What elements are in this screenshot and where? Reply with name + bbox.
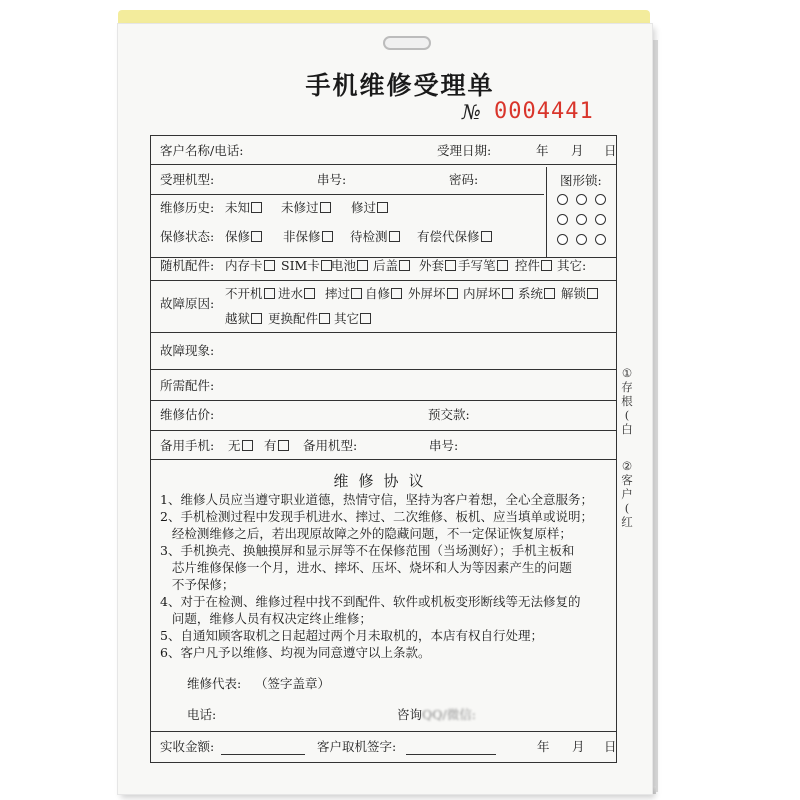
date-label: 受理日期: bbox=[437, 143, 492, 158]
pattern-dot[interactable] bbox=[557, 234, 568, 245]
consult-label: 咨询QQ/微信: bbox=[397, 707, 476, 722]
history-unknown[interactable]: 未知 bbox=[225, 202, 263, 215]
pattern-lock-label: 图形锁: bbox=[560, 173, 602, 188]
divider bbox=[151, 369, 616, 370]
agreement-clause: 1、维修人员应当遵守职业道德，热情守信，坚持为客户着想，全心全意服务； bbox=[160, 492, 593, 507]
agreement-title: 维修协议 bbox=[333, 472, 434, 490]
warranty-covered[interactable]: 保修 bbox=[225, 231, 263, 244]
deposit-label: 预交款: bbox=[428, 407, 470, 422]
pattern-dot[interactable] bbox=[576, 214, 587, 225]
agreement-clause: 不予保修； bbox=[160, 577, 235, 592]
customer-label: 客户名称/电话: bbox=[160, 143, 244, 158]
amount-label: 实收金额: bbox=[160, 739, 215, 754]
divider bbox=[151, 332, 616, 333]
divider bbox=[151, 430, 616, 431]
fault-item[interactable]: 自修 bbox=[365, 288, 403, 301]
fault-item[interactable]: 外屏坏 bbox=[408, 288, 459, 301]
amount-field[interactable] bbox=[221, 754, 305, 755]
fault-item[interactable]: 更换配件 bbox=[268, 313, 331, 326]
pattern-dot[interactable] bbox=[557, 214, 568, 225]
date-year: 年 bbox=[536, 143, 549, 158]
serial-prefix: № bbox=[462, 100, 481, 124]
fault-item[interactable]: 进水 bbox=[278, 288, 316, 301]
divider bbox=[151, 194, 544, 195]
accessories-label: 随机配件: bbox=[160, 258, 215, 273]
agreement-clause: 问题，维修人员有权决定终止维修； bbox=[160, 611, 372, 626]
divider bbox=[151, 731, 616, 732]
copy-note-stub: ① 存 根 ( 白 bbox=[621, 366, 633, 436]
phenomenon-label: 故障现象: bbox=[160, 343, 215, 358]
accessory-item[interactable]: 内存卡 bbox=[225, 260, 276, 273]
backup-phone-label: 备用手机: bbox=[160, 438, 215, 453]
repair-form bbox=[150, 135, 617, 763]
fault-item[interactable]: 系统 bbox=[518, 288, 556, 301]
agreement-clause: 芯片维修保修一个月，进水、摔坏、压坏、烧坏和人为等因素产生的问题 bbox=[160, 560, 572, 575]
divider bbox=[151, 280, 616, 281]
agreement-clause: 3、手机换壳、换触摸屏和显示屏等不在保修范围（当场测好）；手机主板和 bbox=[160, 543, 575, 558]
warranty-not-covered[interactable]: 非保修 bbox=[283, 231, 334, 244]
history-label: 维修历史: bbox=[160, 200, 215, 215]
date-day: 日 bbox=[604, 143, 617, 158]
serial-label: 串号: bbox=[317, 172, 347, 187]
fault-item[interactable]: 解锁 bbox=[561, 288, 599, 301]
accessory-item[interactable]: 手写笔 bbox=[458, 260, 509, 273]
signature-field[interactable] bbox=[406, 754, 496, 755]
accessory-item[interactable]: 控件 bbox=[515, 260, 553, 273]
fault-item[interactable]: 越狱 bbox=[225, 313, 263, 326]
history-repaired[interactable]: 修过 bbox=[351, 202, 389, 215]
rep-label: 维修代表: bbox=[187, 676, 242, 691]
serial-number: 0004441 bbox=[494, 99, 594, 124]
copy-note-customer: ② 客 户 ( 红 bbox=[621, 459, 633, 529]
footer-day: 日 bbox=[604, 739, 617, 754]
accessory-item[interactable]: 电池 bbox=[331, 260, 369, 273]
pattern-dot[interactable] bbox=[576, 234, 587, 245]
form-title: 手机维修受理单 bbox=[305, 71, 495, 100]
history-never[interactable]: 未修过 bbox=[281, 202, 332, 215]
warranty-pending[interactable]: 待检测 bbox=[350, 231, 401, 244]
pattern-dot[interactable] bbox=[576, 194, 587, 205]
password-label: 密码: bbox=[449, 172, 479, 187]
phone-label: 电话: bbox=[187, 707, 217, 722]
consult-blurred: QQ/微信: bbox=[422, 707, 476, 722]
model-label: 受理机型: bbox=[160, 172, 215, 187]
agreement-clause: 6、客户凡予以维修、均视为同意遵守以上条款。 bbox=[160, 645, 431, 660]
backup-none[interactable]: 无 bbox=[228, 440, 254, 453]
rep-hint: （签字盖章） bbox=[255, 676, 331, 691]
pattern-dot[interactable] bbox=[595, 214, 606, 225]
divider bbox=[151, 400, 616, 401]
fault-item[interactable]: 摔过 bbox=[325, 288, 363, 301]
backup-model-label: 备用机型: bbox=[303, 438, 358, 453]
accessory-item[interactable]: 外套 bbox=[419, 260, 457, 273]
date-month: 月 bbox=[571, 143, 584, 158]
binding-staple bbox=[383, 36, 431, 50]
pattern-dot[interactable] bbox=[557, 194, 568, 205]
accessory-item[interactable]: 后盖 bbox=[373, 260, 411, 273]
backup-serial-label: 串号: bbox=[429, 438, 459, 453]
pattern-lock-area bbox=[546, 167, 619, 257]
fault-cause-label: 故障原因: bbox=[160, 296, 215, 311]
warranty-label: 保修状态: bbox=[160, 229, 215, 244]
divider bbox=[151, 459, 616, 460]
footer-year: 年 bbox=[537, 739, 550, 754]
agreement-clause: 4、对于在检测、维修过程中找不到配件、软件或机板变形断线等无法修复的 bbox=[160, 594, 581, 609]
fault-item[interactable]: 不开机 bbox=[225, 288, 276, 301]
fault-item[interactable]: 内屏坏 bbox=[463, 288, 514, 301]
pattern-dot[interactable] bbox=[595, 194, 606, 205]
backup-has[interactable]: 有 bbox=[264, 440, 290, 453]
accessory-item[interactable]: SIM卡 bbox=[281, 260, 333, 273]
pattern-dot[interactable] bbox=[595, 234, 606, 245]
footer-month: 月 bbox=[572, 739, 585, 754]
agreement-clause: 5、自通知顾客取机之日起超过两个月未取机的，本店有权自行处理； bbox=[160, 628, 543, 643]
accessory-item[interactable]: 其它: bbox=[557, 258, 587, 273]
warranty-paid[interactable]: 有偿代保修 bbox=[417, 231, 493, 244]
signature-label: 客户取机签字: bbox=[317, 739, 397, 754]
agreement-clause: 经检测维修之后，若出现原故障之外的隐藏问题，不一定保证恢复原样； bbox=[160, 526, 572, 541]
fault-item[interactable]: 其它 bbox=[334, 313, 372, 326]
agreement-clause: 2、手机检测过程中发现手机进水、摔过、二次维修、板机、应当填单或说明； bbox=[160, 509, 593, 524]
parts-label: 所需配件: bbox=[160, 378, 215, 393]
divider bbox=[151, 164, 616, 165]
estimate-label: 维修估价: bbox=[160, 407, 215, 422]
